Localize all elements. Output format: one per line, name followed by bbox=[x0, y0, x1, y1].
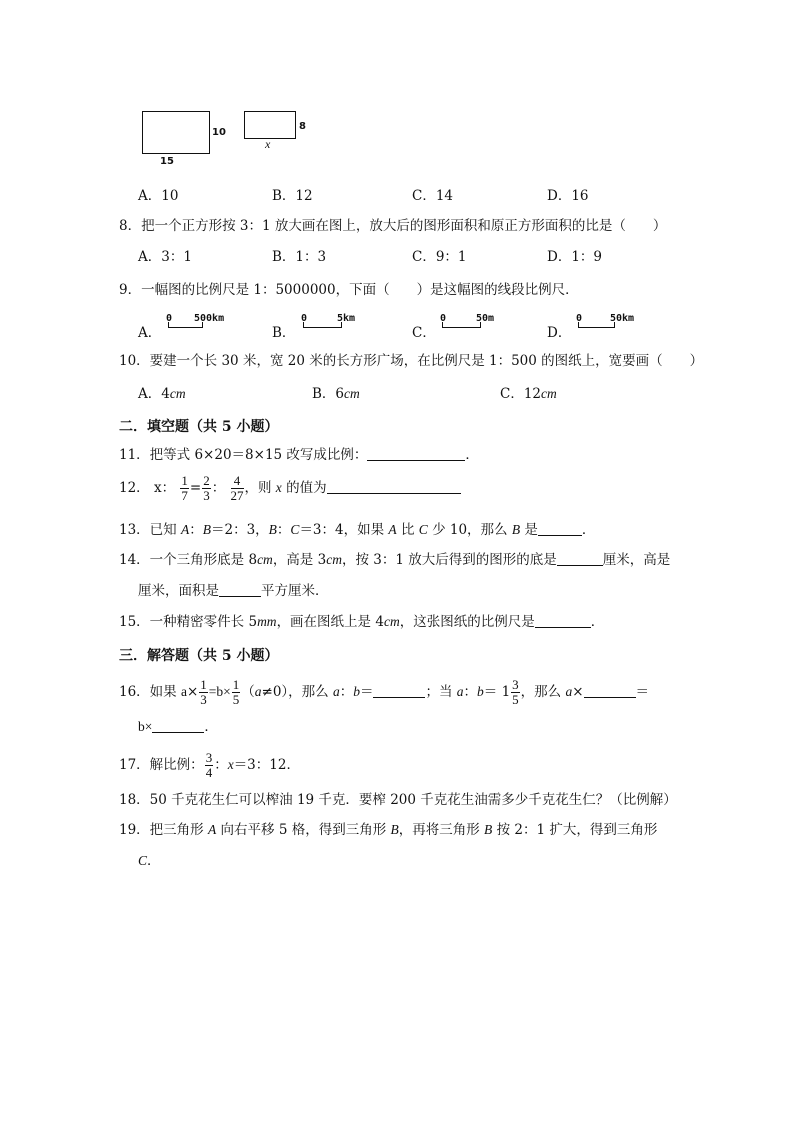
scale-value-label: 5km bbox=[337, 313, 356, 324]
scale-value-label: 50m bbox=[476, 313, 495, 324]
scale-tick-end bbox=[480, 322, 481, 328]
q14-area-blank[interactable] bbox=[219, 582, 261, 597]
q10-option-a[interactable]: A．4cm bbox=[138, 386, 186, 402]
q16-line-1: 16．如果 a× $\frac{1}{3}$ =b× $\frac{1}{5}$ （a≠0），那么 a：b＝ ；当 a：b＝ 1 $\frac{3}{5}$ ，那么 a× ＝ bbox=[119, 677, 650, 707]
q9-option-b-scale-bar[interactable] bbox=[301, 313, 371, 333]
q10-option-b[interactable]: B．6cm bbox=[312, 386, 360, 402]
q8-stem: 8．把一个正方形按 3：1 放大画在图上，放大后的图形面积和原正方形面积的比是（ ） bbox=[119, 218, 667, 234]
q7-option-c[interactable]: C．14 bbox=[412, 188, 454, 204]
q14-base-blank[interactable] bbox=[557, 551, 603, 566]
q10-option-c[interactable]: C．12cm bbox=[500, 386, 557, 402]
q13-answer-blank[interactable] bbox=[538, 521, 582, 536]
q13: 13．已知 A：B＝2：3，B：C＝3：4，如果 A 比 C 少 10，那么 B 是 ． bbox=[119, 522, 596, 538]
rectangle-small bbox=[244, 111, 296, 139]
q16-a-multiplier-blank[interactable] bbox=[584, 683, 636, 698]
q18: 18．50 千克花生仁可以榨油 19 千克．要榨 200 千克花生油需多少千克花生仁？（比例解） bbox=[119, 792, 677, 808]
scale-zero-label: 0 bbox=[440, 313, 447, 324]
scale-zero-label: 0 bbox=[576, 313, 583, 324]
q14-line-2: 厘米，面积是 平方厘米． bbox=[138, 583, 329, 599]
rectangle-small-width-label: x bbox=[265, 137, 271, 151]
q7-option-d[interactable]: D．16 bbox=[547, 188, 589, 204]
q11-answer-blank[interactable] bbox=[367, 446, 465, 461]
q16-fraction-3: $\frac{3}{5}$ bbox=[512, 677, 519, 707]
scale-tick-end bbox=[341, 322, 342, 328]
q16-b-multiplier-blank[interactable] bbox=[152, 718, 204, 733]
q9-option-c-scale-bar[interactable] bbox=[440, 313, 510, 333]
q17: 17．解比例： $\frac{3}{4}$ ：x＝3：12． bbox=[119, 750, 300, 780]
q7-option-b[interactable]: B．12 bbox=[272, 188, 313, 204]
q9-option-a-letter[interactable]: A． bbox=[138, 325, 162, 341]
q16-line-2: b× ． bbox=[138, 719, 218, 735]
scale-line bbox=[578, 327, 614, 328]
q16-ratio-blank[interactable] bbox=[373, 683, 425, 698]
rectangle-small-height-label: 8 bbox=[299, 121, 306, 132]
scale-line bbox=[168, 327, 202, 328]
scale-value-label: 500km bbox=[194, 313, 225, 324]
q9-option-d-scale-bar[interactable] bbox=[576, 313, 646, 333]
scale-value-label: 50km bbox=[610, 313, 635, 324]
q14-line-1: 14．一个三角形底是 8cm，高是 3cm，按 3：1 放大后得到的图形的底是 厘米，高是 bbox=[119, 552, 671, 568]
q12-fraction-1: $\frac{1}{7}$ bbox=[181, 473, 188, 503]
q10-stem: 10．要建一个长 30 米，宽 20 米的长方形广场，在比例尺是 1：500 的图纸上，宽要画（ ） bbox=[119, 353, 704, 369]
q9-option-a-scale-bar[interactable] bbox=[166, 313, 236, 333]
q11: 11．把等式 6×20＝8×15 改写成比例： ． bbox=[119, 447, 479, 463]
q9-option-b-letter[interactable]: B． bbox=[272, 325, 296, 341]
section-3-heading: 三．解答题（共 5 小题） bbox=[119, 648, 279, 664]
section-2-heading: 二．填空题（共 5 小题） bbox=[119, 419, 279, 435]
scale-zero-label: 0 bbox=[301, 313, 308, 324]
q8-option-b[interactable]: B．1：3 bbox=[272, 249, 327, 265]
scale-line bbox=[303, 327, 341, 328]
q12-fraction-2: $\frac{2}{3}$ bbox=[203, 473, 210, 503]
q8-option-a[interactable]: A．3：1 bbox=[138, 249, 192, 265]
q7-option-a[interactable]: A．10 bbox=[138, 188, 179, 204]
q8-option-c[interactable]: C．9：1 bbox=[412, 249, 467, 265]
q15: 15．一种精密零件长 5mm，画在图纸上是 4cm，这张图纸的比例尺是 ． bbox=[119, 614, 605, 630]
scale-zero-label: 0 bbox=[166, 313, 173, 324]
q12: 12． x： $\frac{1}{7}$ = $\frac{2}{3}$ ： $\frac{4}{27}$ ，则 x 的值为 bbox=[119, 474, 461, 503]
q16-fraction-1: $\frac{1}{3}$ bbox=[200, 677, 207, 707]
q9-option-d-letter[interactable]: D． bbox=[547, 325, 572, 341]
q16-fraction-2: $\frac{1}{5}$ bbox=[232, 677, 240, 707]
q9-stem: 9．一幅图的比例尺是 1：5000000，下面（ ）是这幅图的线段比例尺． bbox=[119, 282, 579, 298]
q17-fraction: $\frac{3}{4}$ bbox=[205, 750, 213, 780]
rectangle-large-height-label: 10 bbox=[212, 127, 226, 138]
q12-answer-blank[interactable] bbox=[327, 479, 461, 494]
scale-tick-end bbox=[614, 322, 615, 328]
rectangle-large-width-label: 15 bbox=[160, 156, 174, 167]
q15-answer-blank[interactable] bbox=[535, 613, 591, 628]
q9-option-c-letter[interactable]: C． bbox=[412, 325, 436, 341]
q19-line-2: C． bbox=[138, 853, 161, 869]
scale-tick-end bbox=[202, 322, 203, 328]
q8-option-d[interactable]: D．1：9 bbox=[547, 249, 603, 265]
q12-fraction-3: $\frac{4}{27}$ bbox=[230, 473, 244, 503]
rectangle-large bbox=[142, 111, 210, 154]
q19-line-1: 19．把三角形 A 向右平移 5 格，得到三角形 B，再将三角形 B 按 2：1 扩大，得到三角形 bbox=[119, 822, 658, 838]
scale-line bbox=[442, 327, 480, 328]
